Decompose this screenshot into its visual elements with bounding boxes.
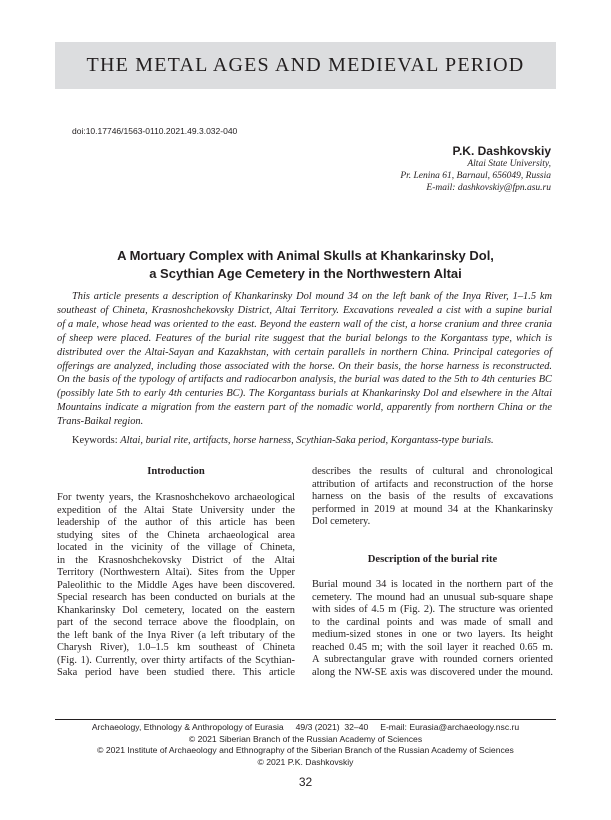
text-line: reached 0.45 m; with the soil layer it reached 0.65 m. [312, 641, 553, 653]
footer-divider [55, 719, 556, 720]
text-line: Paleolithic to the Middle Ages have been discovered. [57, 579, 295, 591]
text-line: distributed over the Altai-Sayan and Kazakhstan, with certain parallels in northern China. Principal categories of [57, 346, 552, 358]
text-line: performed in 2019 at mound 34 at the Khankarinsky [312, 503, 553, 515]
text-line: offerings are analyzed, including those associated with the horse. On their basis, the horse harness is reconstructed. [57, 360, 552, 372]
text-line: Saka period have been studied there. This article [57, 667, 295, 678]
text-line: attribution of artifacts and reconstruction of the horse [312, 478, 553, 490]
text-line: medium-sized stones in one or two layers. Its height [312, 629, 553, 640]
text-line: cemetery. The mound had an unusual sub-square shape [312, 591, 553, 603]
text-line: Trans-Baikal region. [57, 416, 144, 428]
text-line: part of the second terrace above the floodplain, on [57, 617, 295, 628]
text-line: with sides of 4.5 m (Fig. 2). The structure was oriented [312, 604, 553, 615]
introduction-text-continued [312, 466, 553, 529]
text-line: southeast of Chineta, Krasnoshchekovsky District, Altai Territory. Excavations revealed a cist with a supine burial [57, 304, 552, 316]
introduction-text [57, 492, 295, 680]
author-name: P.K. Dashkovskiy [452, 144, 551, 158]
text-line: describes the results of cultural and chronological [312, 466, 553, 477]
keywords [72, 435, 494, 446]
doi[interactable]: doi:10.17746/1563-0110.2021.49.3.032-040 [72, 126, 238, 136]
author-email[interactable]: E-mail: dashkovskiy@fpn.asu.ru [426, 183, 551, 193]
text-line: Mountains indicate a migration from the eastern part of the nomadic world, apparently from northern China or the [57, 402, 552, 414]
footer-copyright-line: © 2021 Siberian Branch of the Russian Academy of Sciences [188, 733, 423, 744]
title-line: a Scythian Age Cemetery in the Northwestern Altai [149, 265, 462, 281]
author-address: Pr. Lenina 61, Barnaul, 656049, Russia [400, 171, 551, 181]
text-line: the left bank of the Inya River (a left tributary of the [57, 629, 295, 641]
text-line: Special research has been conducted on burials at the [57, 592, 295, 603]
footer-copyright-line: © 2021 Institute of Archaeology and Ethnography of the Siberian Branch of the Russian Academy of Sciences [97, 745, 514, 755]
text-line: Dol cemetery. [312, 516, 371, 527]
text-line: This article presents a description of Khankarinsky Dol mound 34 on the left bank of the Inya River, 1–1.5 km [72, 291, 552, 302]
text-line: to the cardinal points and was made of small and [312, 616, 553, 628]
text-line: leadership of the author of this article has been [57, 517, 295, 528]
text-line: of a male, whose head was oriented to the east. Beyond the eastern wall of the cist, a horse cranium and three crania [57, 318, 552, 330]
text-line: A subrectangular grave with rounded corners oriented [312, 654, 553, 665]
text-line: Charysh River), 1.0–1.5 km southeast of Chineta [57, 642, 295, 653]
text-line: (Fig. 1). Currently, over thirty artifacts of the Scythian- [57, 654, 295, 666]
introduction-heading: Introduction [147, 466, 205, 477]
text-line: For twenty years, the Krasnoshchekovo archaeological [57, 492, 295, 503]
text-line: (possibly late 5th to early 4th centuries BC). The Korgantass burials at Khankarinsky Dol and elsewhere in the Altai [57, 388, 552, 400]
text-line: On the basis of the typology of artifacts and radiocarbon analysis, the burial was dated to the 5th to 4th centuries BC [57, 374, 552, 386]
author-block [400, 144, 551, 194]
footer-copyright-line: © 2021 P.K. Dashkovskiy [257, 756, 354, 767]
text-line: studying sites of the Chineta archaeological area [57, 529, 295, 541]
text-line: along the NW-SE axis was discovered under the mound. [312, 666, 553, 678]
text-line: Khankarinsky Dol cemetery, located on the eastern [57, 604, 295, 616]
footer-journal-line: Archaeology, Ethnology & Anthropology of Eurasia 49/3 (2021) 32–40 E-mail: Eurasia@archaeology.nsc.ru [91, 722, 520, 732]
abstract [57, 290, 552, 429]
title-line: A Mortuary Complex with Animal Skulls at Khankarinsky Dol, [117, 248, 494, 263]
keywords-text: Altai, burial rite, artifacts, horse harness, Scythian-Saka period, Korgantass-type burials. [120, 435, 494, 446]
footer [0, 722, 611, 768]
text-line: expedition of the Altai State University under the [57, 504, 295, 516]
text-line: Burial mound 34 is located in the northern part of the [312, 579, 553, 590]
text-line: of sheep were placed. Features of the burial rite suggest that the burial belongs to the Korgantass type, which is [57, 332, 552, 344]
keywords-label: Keywords: [72, 435, 118, 446]
burial-rite-heading: Description of the burial rite [367, 554, 498, 565]
section-title: THE METAL AGES AND MEDIEVAL PERIOD [86, 54, 525, 76]
text-line: in the Krasnoshchekovsky District of the Altai [57, 554, 295, 566]
article-title [0, 247, 611, 282]
author-affiliation: Altai State University, [467, 159, 551, 169]
text-line: located in the vicinity of the village of Chineta, [57, 542, 295, 553]
text-line: harness on the basis of the results of excavations [312, 491, 553, 502]
section-header-band [55, 42, 556, 89]
page-number: 32 [298, 775, 313, 789]
text-line: Territory (Northwestern Altai). Sites from the Upper [57, 567, 295, 578]
burial-rite-text [312, 579, 553, 679]
